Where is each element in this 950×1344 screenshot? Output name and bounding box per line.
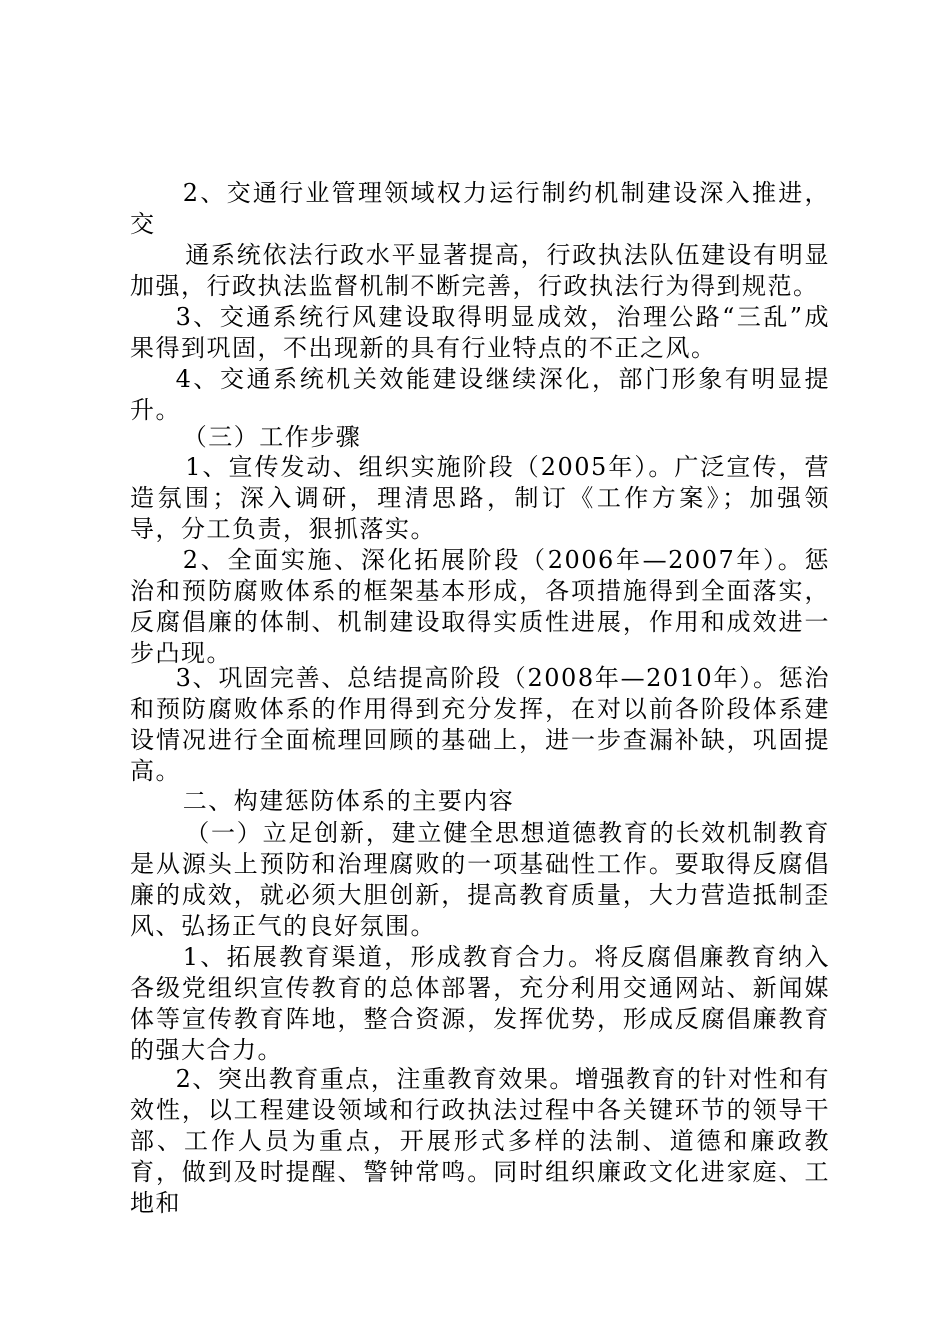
paragraph-step-2: 2、全面实施、深化拓展阶段（2006年—2007年）。惩治和预防腐败体系的框架基本形成，各项措施得到全面落实，反腐倡廉的体制、机制建设取得实质性进展，作用和成效进一步凸现。 xyxy=(130,546,830,667)
paragraph-item-2-education-focus: 2、突出教育重点，注重教育效果。增强教育的针对性和有效性，以工程建设领域和行政执法过程中各关键环节的领导干部、工作人员为重点，开展形式多样的法制、道德和廉政教育，做到及时提醒、警钟常鸣。同时组织廉政文化进家庭、工地和 xyxy=(130,1065,830,1217)
paragraph-goal-4: 4、交通系统机关效能建设继续深化，部门形象有明显提升。 xyxy=(130,365,830,424)
paragraph-goal-2-continued: 通系统依法行政水平显著提高，行政执法队伍建设有明显加强，行政执法监督机制不断完善，行政执法行为得到规范。 xyxy=(130,241,830,300)
section-heading-work-steps: （三）工作步骤 xyxy=(182,423,362,451)
paragraph-item-1-education-channels: 1、拓展教育渠道，形成教育合力。将反腐倡廉教育纳入各级党组织宣传教育的总体部署，充分利用交通网站、新闻媒体等宣传教育阵地，整合资源，发挥优势，形成反腐倡廉教育的强大合力。 xyxy=(130,943,830,1064)
paragraph-step-1: 1、宣传发动、组织实施阶段（2005年）。广泛宣传，营造氛围；深入调研，理清思路，制订《工作方案》；加强领导，分工负责，狠抓落实。 xyxy=(130,453,830,543)
section-heading-main-content: 二、构建惩防体系的主要内容 xyxy=(182,787,515,815)
paragraph-part-one-innovation: （一）立足创新，建立健全思想道德教育的长效机制教育是从源头上预防和治理腐败的一项基础性工作。要取得反腐倡廉的成效，就必须大胆创新，提高教育质量，大力营造抵制歪风、弘扬正气的良好氛围。 xyxy=(130,819,830,940)
paragraph-goal-3: 3、交通系统行风建设取得明显成效，治理公路“三乱”成果得到巩固，不出现新的具有行业特点的不正之风。 xyxy=(130,303,830,362)
paragraph-goal-2: 2、交通行业管理领域权力运行制约机制建设深入推进，交 xyxy=(130,179,830,238)
paragraph-step-3: 3、巩固完善、总结提高阶段（2008年—2010年）。惩治和预防腐败体系的作用得到充分发挥，在对以前各阶段体系建设情况进行全面梳理回顾的基础上，进一步查漏补缺，巩固提高。 xyxy=(130,664,830,785)
